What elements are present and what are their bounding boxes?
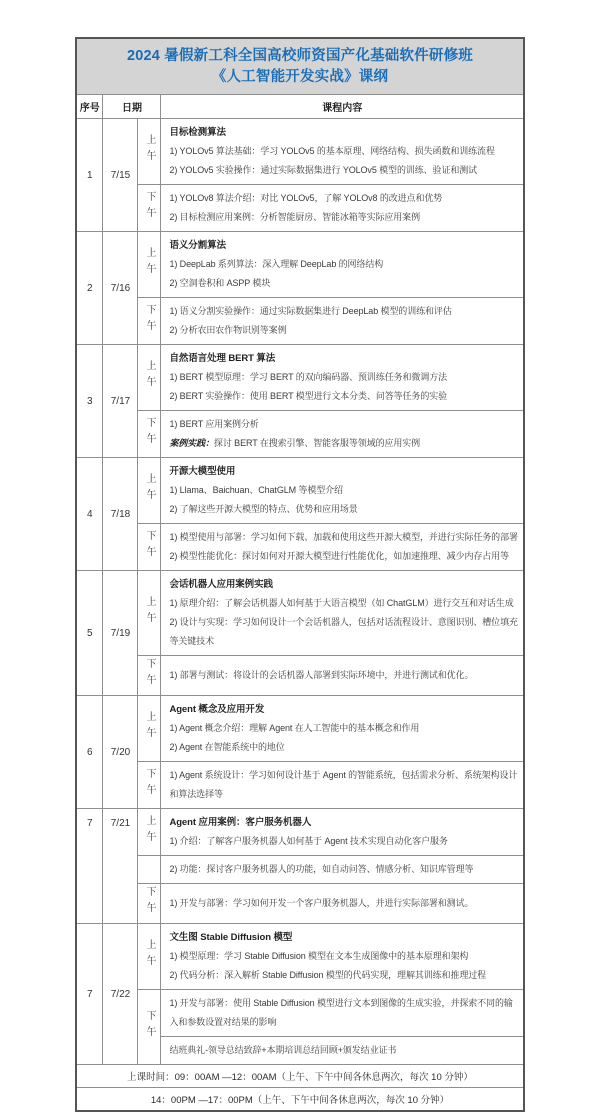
footer-class-time-morning: 上课时间：09：00AM —12：00AM（上午、下午中间各休息两次，每次 10 分钟）	[76, 1065, 524, 1088]
schedule-row	[76, 232, 524, 298]
schedule-row	[76, 809, 524, 856]
content-cell	[161, 1037, 524, 1065]
time-of-day-cell	[138, 656, 161, 696]
schedule-row	[76, 571, 524, 656]
course-item: 2) Agent 在智能系统中的地位	[169, 742, 285, 752]
course-schedule-table	[75, 37, 525, 1112]
date-cell: 7/16	[103, 232, 138, 345]
course-item: 2) 空洞卷积和 ASPP 模块	[169, 278, 271, 288]
course-item: 1) 原理介绍：了解会话机器人如何基于大语言模型（如 ChatGLM）进行交互和对话生成	[169, 598, 514, 608]
schedule-row	[76, 345, 524, 411]
course-item: 1) DeepLab 系列算法：深入理解 DeepLab 的网络结构	[169, 259, 384, 269]
row-index-cell: 7	[76, 809, 103, 924]
section-title: 文生图 Stable Diffusion 模型	[169, 932, 293, 943]
title-row	[76, 38, 524, 95]
schedule-row	[76, 656, 524, 696]
time-of-day-cell	[138, 990, 161, 1065]
row-index-cell: 5	[76, 571, 103, 696]
date-cell: 7/22	[103, 924, 138, 1065]
course-item: 1) Llama、Baichuan、ChatGLM 等模型介绍	[169, 485, 343, 495]
course-item: 结班典礼-领导总结致辞+本期培训总结回顾+颁发结业证书	[169, 1045, 397, 1055]
section-title: 会话机器人应用案例实践	[169, 579, 273, 590]
course-item: 1) YOLOv5 算法基础：学习 YOLOv5 的基本原理、网络结构、损失函数和训练流程	[169, 146, 495, 156]
course-item	[169, 434, 520, 453]
schedule-row	[76, 762, 524, 809]
column-header-date: 日期	[103, 95, 161, 119]
course-item: 1) 开发与部署：使用 Stable Diffusion 模型进行文本到图像的生成实验，并探索不同的输入和参数设置对结果的影响	[169, 998, 513, 1027]
course-item: 1) Agent 系统设计：学习如何设计基于 Agent 的智能系统，包括需求分析、系统架构设计和算法选择等	[169, 770, 518, 799]
title-line-1: 2024 暑假新工科全国高校师资国产化基础软件研修班	[127, 48, 473, 64]
schedule-row	[76, 856, 524, 884]
time-of-day-label: 下午	[143, 767, 155, 800]
time-of-day-cell	[138, 524, 161, 571]
course-item: 1) 开发与部署：学习如何开发一个客户服务机器人，并进行实际部署和测试。	[169, 898, 474, 908]
time-of-day-cell	[138, 809, 161, 856]
date-cell: 7/17	[103, 345, 138, 458]
content-cell	[161, 656, 524, 696]
time-of-day-label: 下午	[143, 1009, 155, 1042]
section-title: Agent 概念及应用开发	[169, 704, 265, 715]
course-item: 2) 功能：探讨客户服务机器人的功能，如自动问答、情感分析、知识库管理等	[169, 864, 474, 874]
section-title: 目标检测算法	[169, 127, 226, 138]
time-of-day-label: 下午	[143, 303, 155, 336]
content-cell	[161, 298, 524, 345]
course-item: 1) 模型原理：学习 Stable Diffusion 模型在文本生成图像中的基本原理和架构	[169, 951, 469, 961]
row-index-cell: 3	[76, 345, 103, 458]
schedule-body	[76, 119, 524, 1065]
date-cell: 7/15	[103, 119, 138, 232]
section-title: 开源大模型使用	[169, 466, 236, 477]
time-of-day-label: 上午	[143, 814, 155, 847]
content-cell	[161, 884, 524, 924]
course-item: 1) 部署与测试：将设计的会话机器人部署到实际环境中，并进行测试和优化。	[169, 670, 474, 680]
column-header-index: 序号	[76, 95, 103, 119]
table-title	[76, 38, 524, 95]
time-of-day-cell	[138, 458, 161, 524]
course-item: 1) 模型使用与部署：学习如何下载、加载和使用这些开源大模型，并进行实际任务的部署	[169, 532, 518, 542]
date-cell: 7/21	[103, 809, 138, 924]
content-cell	[161, 809, 524, 856]
content-cell	[161, 185, 524, 232]
row-index-cell: 1	[76, 119, 103, 232]
footer-row-morning-time	[76, 1065, 524, 1088]
course-item: 2) 了解这些开源大模型的特点、优势和应用场景	[169, 504, 358, 514]
course-item: 1) 介绍：了解客户服务机器人如何基于 Agent 技术实现自动化客户服务	[169, 836, 448, 846]
time-of-day-label: 上午	[143, 939, 155, 971]
content-cell	[161, 411, 524, 458]
content-cell	[161, 990, 524, 1037]
time-of-day-label: 上午	[143, 473, 155, 505]
section-title: Agent 应用案例：客户服务机器人	[169, 817, 312, 828]
time-of-day-label: 下午	[143, 190, 155, 223]
course-item: 2) 目标检测应用案例：分析智能厨房、智能冰箱等实际应用案例	[169, 212, 420, 222]
time-of-day-cell	[138, 232, 161, 298]
course-item: 1) Agent 概念介绍：理解 Agent 在人工智能中的基本概念和作用	[169, 723, 420, 733]
section-title: 自然语言处理 BERT 算法	[169, 353, 276, 364]
content-cell	[161, 345, 524, 411]
schedule-row	[76, 924, 524, 990]
case-practice-prefix: 案例实践：	[169, 438, 214, 448]
date-cell: 7/19	[103, 571, 138, 696]
time-of-day-cell	[138, 571, 161, 656]
schedule-row	[76, 990, 524, 1037]
column-header-content: 课程内容	[161, 95, 524, 119]
time-of-day-cell	[138, 856, 161, 884]
date-cell: 7/18	[103, 458, 138, 571]
course-item: 2) BERT 实验操作：使用 BERT 模型进行文本分类、问答等任务的实验	[169, 391, 448, 401]
time-of-day-label: 上午	[143, 595, 155, 628]
schedule-row	[76, 119, 524, 185]
course-item: 2) 模型性能优化：探讨如何对开源大模型进行性能优化，如加速推理、减少内存占用等	[169, 551, 509, 561]
time-of-day-cell	[138, 924, 161, 990]
schedule-row	[76, 411, 524, 458]
schedule-row	[76, 524, 524, 571]
time-of-day-cell	[138, 884, 161, 924]
course-item: 1) YOLOv8 算法介绍：对比 YOLOv5，了解 YOLOv8 的改进点和优势	[169, 193, 443, 203]
time-of-day-cell	[138, 298, 161, 345]
time-of-day-cell	[138, 119, 161, 185]
schedule-row	[76, 696, 524, 762]
time-of-day-label: 下午	[143, 658, 155, 690]
time-of-day-cell	[138, 696, 161, 762]
column-header-row	[76, 95, 524, 119]
time-of-day-label: 上午	[143, 247, 155, 279]
course-item: 2) 代码分析：深入解析 Stable Diffusion 模型的代码实现，理解其训练和推理过程	[169, 970, 487, 980]
title-line-2: 《人工智能开发实战》课纲	[211, 69, 389, 85]
date-cell: 7/20	[103, 696, 138, 809]
row-index-cell: 6	[76, 696, 103, 809]
content-cell	[161, 524, 524, 571]
course-item: 1) BERT 模型原理：学习 BERT 的双向编码器、预训练任务和微调方法	[169, 372, 448, 382]
row-index-cell: 7	[76, 924, 103, 1065]
time-of-day-label: 下午	[143, 886, 155, 918]
time-of-day-label: 上午	[143, 134, 155, 166]
content-cell	[161, 856, 524, 884]
schedule-row	[76, 298, 524, 345]
content-cell	[161, 762, 524, 809]
content-cell	[161, 458, 524, 524]
course-item-text: 探讨 BERT 在搜索引擎、智能客服等领域的应用实例	[213, 438, 421, 448]
footer-row-afternoon-time	[76, 1088, 524, 1112]
time-of-day-label: 下午	[143, 529, 155, 562]
time-of-day-cell	[138, 411, 161, 458]
schedule-row	[76, 884, 524, 924]
time-of-day-label: 上午	[143, 360, 155, 392]
content-cell	[161, 232, 524, 298]
schedule-row	[76, 185, 524, 232]
content-cell	[161, 696, 524, 762]
schedule-row	[76, 458, 524, 524]
time-of-day-cell	[138, 345, 161, 411]
course-item: 2) 设计与实现：学习如何设计一个会话机器人，包括对话流程设计、意图识别、槽位填充等关键技术	[169, 617, 518, 646]
time-of-day-cell	[138, 185, 161, 232]
course-item: 1) 语义分割实验操作：通过实际数据集进行 DeepLab 模型的训练和评估	[169, 306, 452, 316]
footer-class-time-afternoon: 14：00PM —17：00PM（上午、下午中间各休息两次，每次 10 分钟）	[76, 1088, 524, 1112]
content-cell	[161, 119, 524, 185]
time-of-day-label: 上午	[143, 711, 155, 743]
course-item: 2) 分析农田农作物识别等案例	[169, 325, 287, 335]
content-cell	[161, 924, 524, 990]
time-of-day-cell	[138, 762, 161, 809]
content-cell	[161, 571, 524, 656]
row-index-cell: 2	[76, 232, 103, 345]
row-index-cell: 4	[76, 458, 103, 571]
course-item: 1) BERT 应用案例分析	[169, 419, 259, 429]
time-of-day-label: 下午	[143, 416, 155, 449]
section-title: 语义分割算法	[169, 240, 226, 251]
course-item: 2) YOLOv5 实验操作：通过实际数据集进行 YOLOv5 模型的训练、验证和测试	[169, 165, 478, 175]
